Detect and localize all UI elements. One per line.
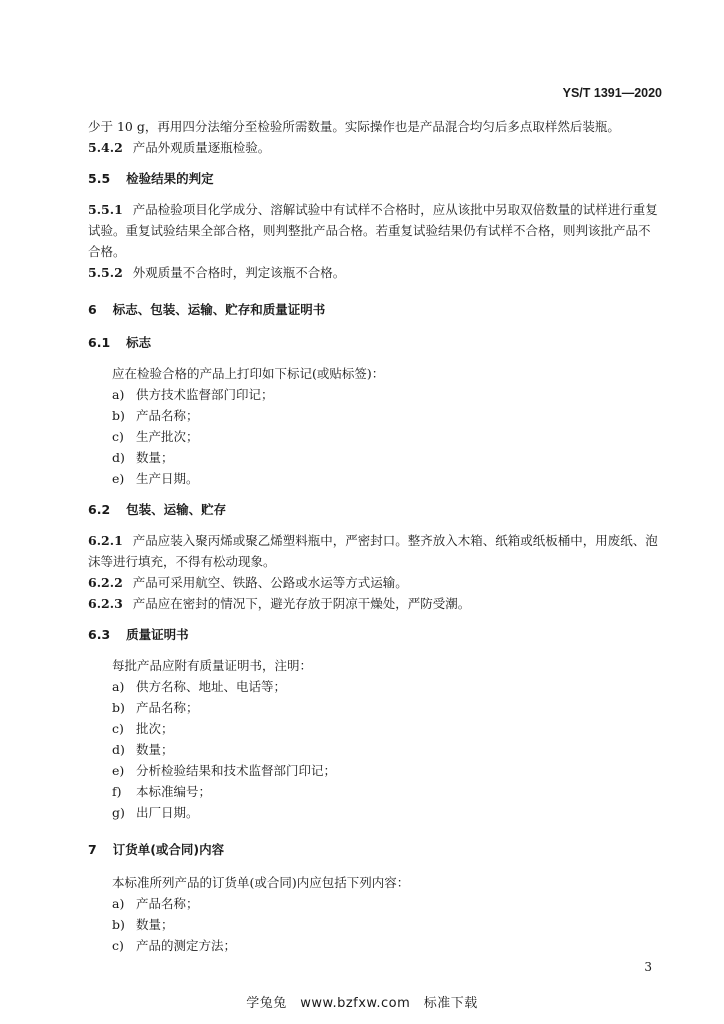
list-text: 产品名称； bbox=[136, 408, 199, 423]
list-text: 分析检验结果和技术监督部门印记； bbox=[136, 763, 337, 778]
clause-text: 产品应在密封的情况下，避光存放于阴凉干燥处，严防受潮。 bbox=[132, 596, 471, 611]
section-number: 6.1 bbox=[88, 335, 111, 350]
clause-6-2-1 bbox=[88, 530, 662, 572]
section-title: 包装、运输、贮存 bbox=[126, 502, 227, 517]
clause-text: 产品检验项目化学成分、溶解试验中有试样不合格时，应从该批中另取双倍数量的试样进行重复试验。重复试验结果全部合格，则判整批产品合格。若重复试验结果仍有试样不合格，则判该批产品不合格。 bbox=[88, 202, 658, 259]
section-intro: 应在检验合格的产品上打印如下标记(或贴标签)： bbox=[112, 366, 385, 381]
marking-list bbox=[88, 384, 662, 489]
list-text: 数量； bbox=[136, 450, 174, 465]
chapter-number: 6 bbox=[88, 302, 97, 317]
section-number: 5.5 bbox=[88, 171, 111, 186]
section-intro: 本标准所列产品的订货单(或合同)内应包括下列内容： bbox=[112, 875, 410, 890]
list-letter: a) bbox=[112, 679, 125, 694]
order-list bbox=[88, 893, 662, 956]
clause-number: 5.5.1 bbox=[88, 202, 123, 217]
clause-text: 产品外观质量逐瓶检验。 bbox=[132, 140, 271, 155]
list-letter: b) bbox=[112, 700, 125, 715]
list-text: 数量； bbox=[136, 742, 174, 757]
document-page bbox=[88, 116, 662, 956]
chapter-number: 7 bbox=[88, 842, 97, 857]
section-number: 6.2 bbox=[88, 502, 111, 517]
list-item bbox=[112, 893, 662, 914]
list-text: 生产批次； bbox=[136, 429, 199, 444]
list-text: 批次； bbox=[136, 721, 174, 736]
section-title: 检验结果的判定 bbox=[126, 171, 214, 186]
list-item bbox=[112, 468, 662, 489]
list-item bbox=[112, 405, 662, 426]
clause-5-4-2 bbox=[88, 137, 662, 158]
footer-watermark[interactable]: 学兔兔 www.bzfxw.com 标准下载 bbox=[246, 996, 478, 1011]
list-text: 产品的测定方法； bbox=[136, 938, 237, 953]
clause-6-2-3 bbox=[88, 593, 662, 614]
section-title: 质量证明书 bbox=[126, 627, 189, 642]
list-letter: e) bbox=[112, 471, 125, 486]
list-item bbox=[112, 676, 662, 697]
list-item bbox=[112, 935, 662, 956]
section-intro: 每批产品应附有质量证明书，注明： bbox=[112, 658, 313, 673]
list-letter: a) bbox=[112, 387, 125, 402]
list-text: 本标准编号； bbox=[136, 784, 212, 799]
list-item bbox=[112, 914, 662, 935]
page-number: 3 bbox=[644, 960, 652, 974]
clause-number: 6.2.1 bbox=[88, 533, 123, 548]
clause-text: 外观质量不合格时，判定该瓶不合格。 bbox=[132, 265, 346, 280]
list-letter: d) bbox=[112, 742, 125, 757]
list-text: 产品名称； bbox=[136, 700, 199, 715]
section-heading-6-3 bbox=[88, 624, 662, 645]
list-letter: e) bbox=[112, 763, 125, 778]
section-title: 标志 bbox=[126, 335, 152, 350]
list-text: 供方技术监督部门印记； bbox=[136, 387, 274, 402]
continuation-paragraph: 少于 10 g，再用四分法缩分至检验所需数量。实际操作也是产品混合均匀后多点取样然后装瓶。 bbox=[88, 119, 620, 134]
clause-number: 6.2.2 bbox=[88, 575, 123, 590]
clause-number: 6.2.3 bbox=[88, 596, 123, 611]
list-letter: b) bbox=[112, 408, 125, 423]
list-text: 出厂日期。 bbox=[136, 805, 199, 820]
list-item bbox=[112, 697, 662, 718]
list-letter: b) bbox=[112, 917, 125, 932]
section-number: 6.3 bbox=[88, 627, 111, 642]
clause-text: 产品可采用航空、铁路、公路或水运等方式运输。 bbox=[132, 575, 408, 590]
section-heading-6-2 bbox=[88, 499, 662, 520]
chapter-heading-6 bbox=[88, 299, 662, 320]
chapter-heading-7 bbox=[88, 839, 662, 860]
list-item bbox=[112, 760, 662, 781]
section-heading-6-1 bbox=[88, 332, 662, 353]
list-letter: c) bbox=[112, 938, 124, 953]
clause-5-5-1 bbox=[88, 199, 662, 262]
list-letter: g) bbox=[112, 805, 125, 820]
clause-6-2-2 bbox=[88, 572, 662, 593]
document-code: YS/T 1391—2020 bbox=[562, 86, 662, 100]
section-heading-5-5 bbox=[88, 168, 662, 189]
list-item bbox=[112, 781, 662, 802]
certificate-list bbox=[88, 676, 662, 823]
list-text: 产品名称； bbox=[136, 896, 199, 911]
clause-number: 5.4.2 bbox=[88, 140, 123, 155]
list-item bbox=[112, 447, 662, 468]
list-item bbox=[112, 739, 662, 760]
list-text: 数量； bbox=[136, 917, 174, 932]
list-letter: c) bbox=[112, 721, 124, 736]
clause-number: 5.5.2 bbox=[88, 265, 123, 280]
list-text: 生产日期。 bbox=[136, 471, 199, 486]
list-text: 供方名称、地址、电话等； bbox=[136, 679, 287, 694]
list-item bbox=[112, 718, 662, 739]
list-letter: d) bbox=[112, 450, 125, 465]
list-letter: a) bbox=[112, 896, 125, 911]
list-item bbox=[112, 426, 662, 447]
chapter-title: 订货单(或合同)内容 bbox=[112, 842, 225, 857]
clause-5-5-2 bbox=[88, 262, 662, 283]
chapter-title: 标志、包装、运输、贮存和质量证明书 bbox=[112, 302, 326, 317]
list-letter: c) bbox=[112, 429, 124, 444]
list-item bbox=[112, 802, 662, 823]
list-letter: f) bbox=[112, 784, 122, 799]
list-item bbox=[112, 384, 662, 405]
clause-text: 产品应装入聚丙烯或聚乙烯塑料瓶中，严密封口。整齐放入木箱、纸箱或纸板桶中，用废纸、泡沫等进行填充，不得有松动现象。 bbox=[88, 533, 658, 569]
